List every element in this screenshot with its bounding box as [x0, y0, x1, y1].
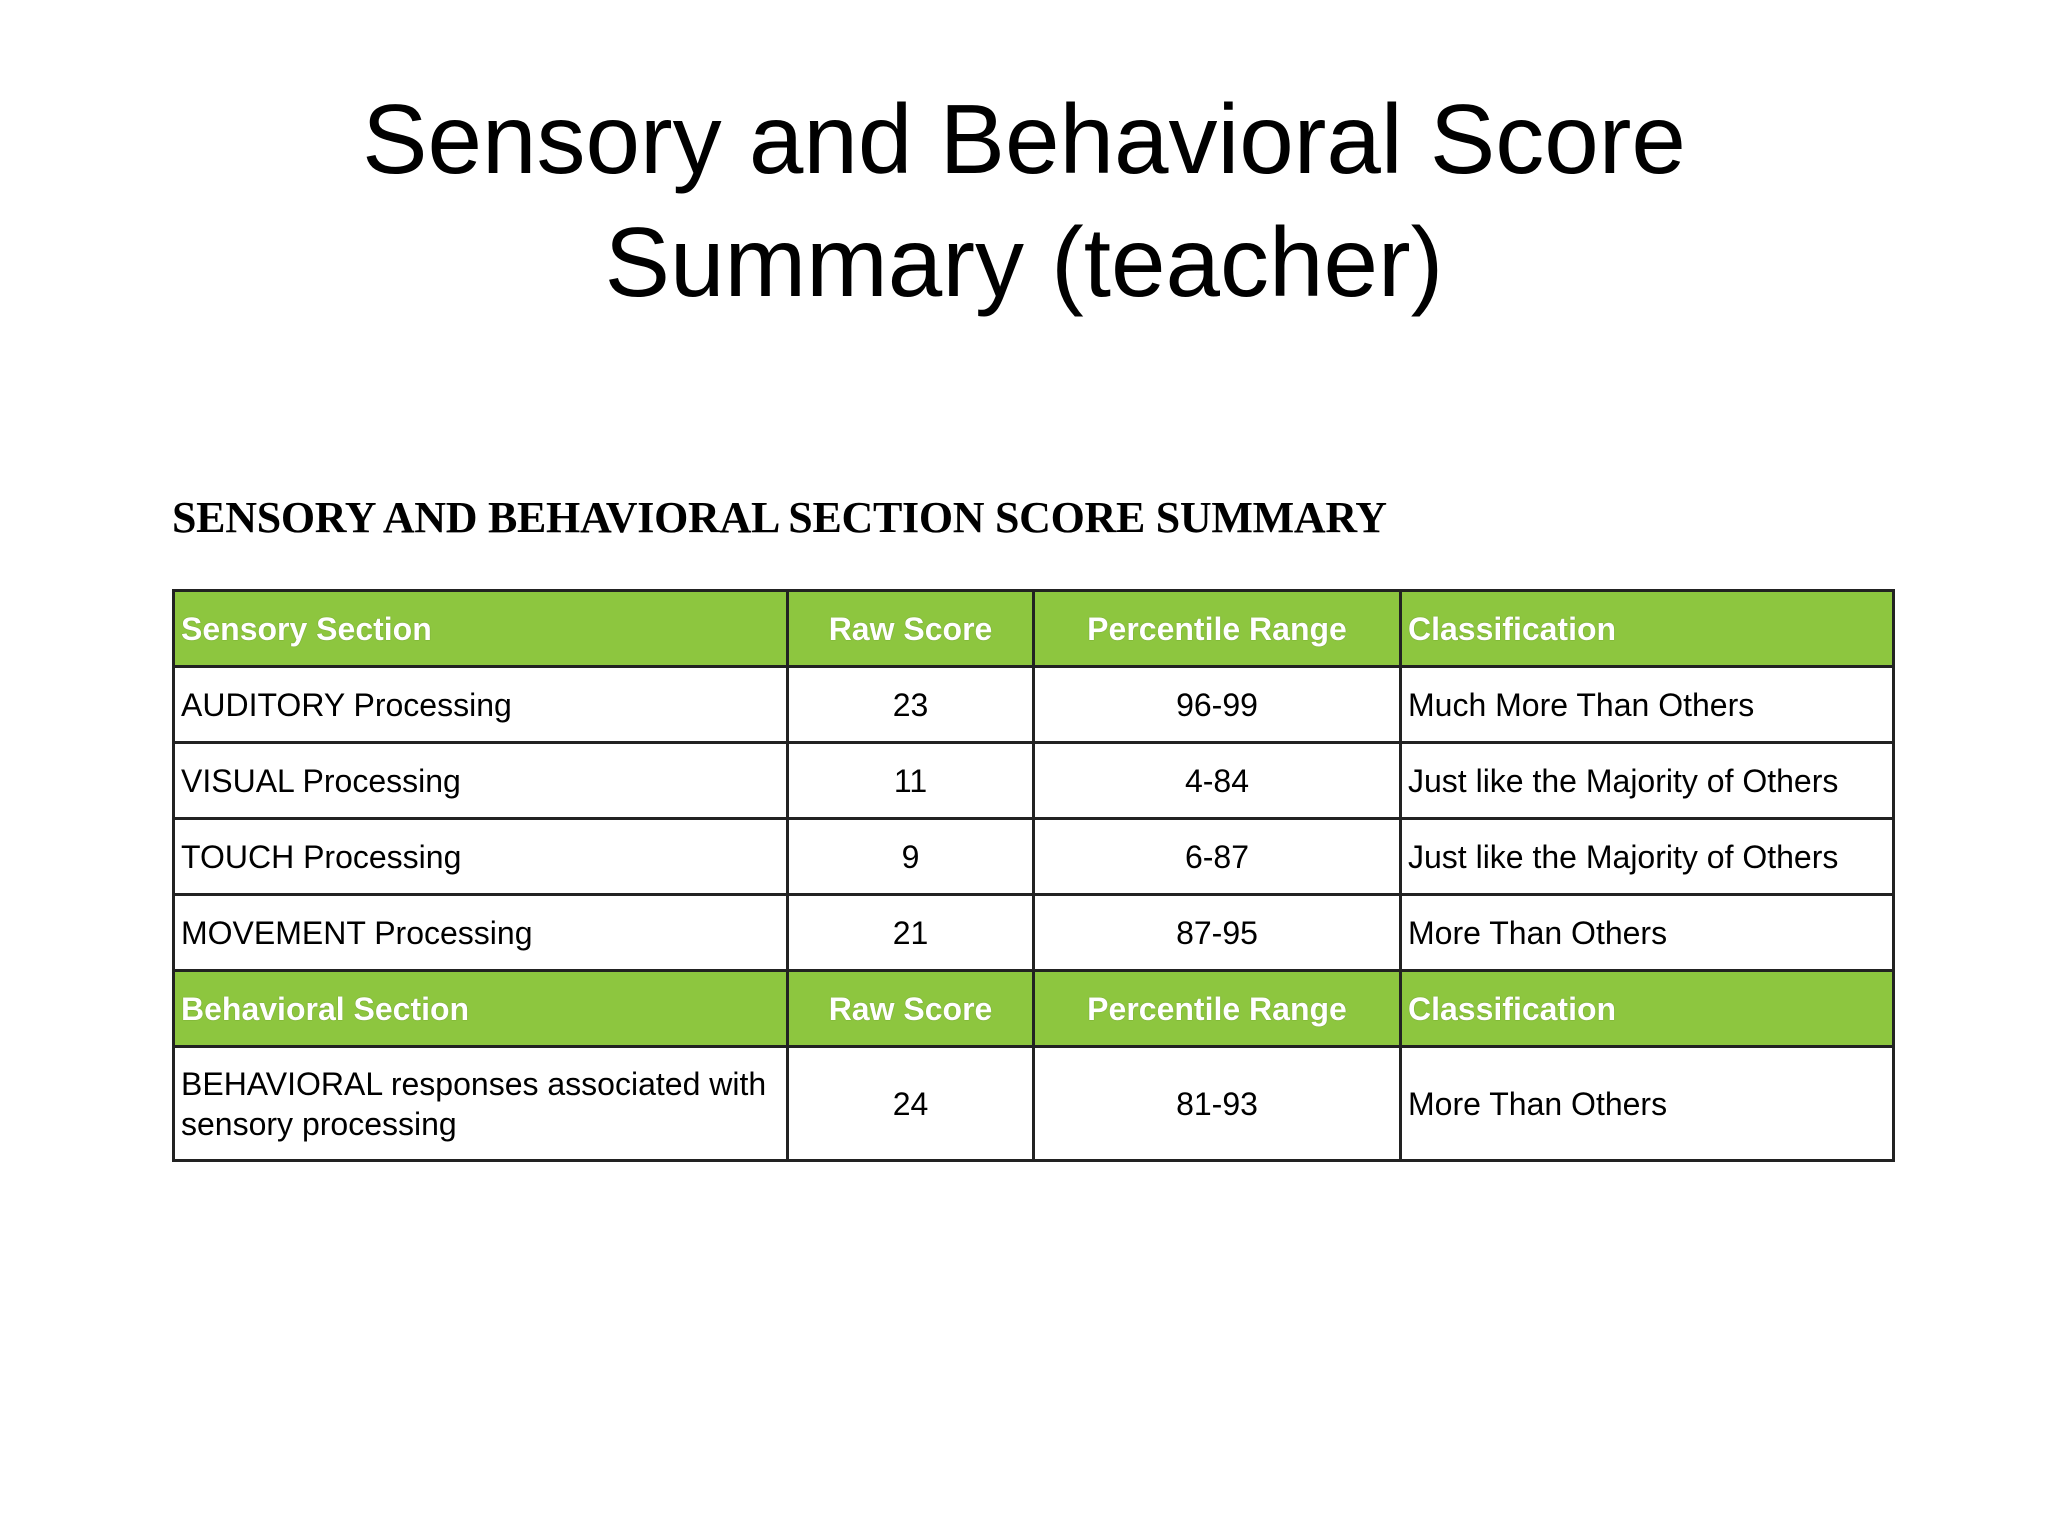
- slide-title-line-2: Summary (teacher): [604, 207, 1444, 317]
- header-cell-raw-score: Raw Score: [788, 591, 1034, 667]
- sensory-header-row: [174, 591, 1894, 667]
- cell-classification: Much More Than Others: [1401, 667, 1894, 743]
- table-heading: SENSORY AND BEHAVIORAL SECTION SCORE SUMMARY: [172, 493, 1387, 542]
- cell-section: AUDITORY Processing: [174, 667, 788, 743]
- score-summary-table: [172, 589, 1895, 1162]
- header-cell-section: Sensory Section: [174, 591, 788, 667]
- cell-classification: Just like the Majority of Others: [1401, 819, 1894, 895]
- table-row: [174, 743, 1894, 819]
- header-cell-percentile-range: Percentile Range: [1034, 971, 1401, 1047]
- behavioral-header-row: [174, 971, 1894, 1047]
- cell-percentile-range: 87-95: [1034, 895, 1401, 971]
- cell-classification: Just like the Majority of Others: [1401, 743, 1894, 819]
- header-cell-raw-score: Raw Score: [788, 971, 1034, 1047]
- cell-classification: More Than Others: [1401, 1047, 1894, 1161]
- header-cell-classification: Classification: [1401, 971, 1894, 1047]
- cell-raw-score: 9: [788, 819, 1034, 895]
- table-row: [174, 1047, 1894, 1161]
- header-cell-section: Behavioral Section: [174, 971, 788, 1047]
- table-row: [174, 667, 1894, 743]
- header-cell-percentile-range: Percentile Range: [1034, 591, 1401, 667]
- slide-title-line-1: Sensory and Behavioral Score: [362, 84, 1686, 194]
- cell-classification: More Than Others: [1401, 895, 1894, 971]
- cell-raw-score: 24: [788, 1047, 1034, 1161]
- cell-section: VISUAL Processing: [174, 743, 788, 819]
- cell-section: BEHAVIORAL responses associated with sensory processing: [174, 1047, 788, 1161]
- cell-section: MOVEMENT Processing: [174, 895, 788, 971]
- header-cell-classification: Classification: [1401, 591, 1894, 667]
- cell-percentile-range: 4-84: [1034, 743, 1401, 819]
- cell-section: TOUCH Processing: [174, 819, 788, 895]
- cell-percentile-range: 81-93: [1034, 1047, 1401, 1161]
- cell-percentile-range: 96-99: [1034, 667, 1401, 743]
- cell-percentile-range: 6-87: [1034, 819, 1401, 895]
- cell-raw-score: 11: [788, 743, 1034, 819]
- table-row: [174, 895, 1894, 971]
- slide-title: [0, 78, 2048, 324]
- cell-raw-score: 21: [788, 895, 1034, 971]
- table-row: [174, 819, 1894, 895]
- cell-raw-score: 23: [788, 667, 1034, 743]
